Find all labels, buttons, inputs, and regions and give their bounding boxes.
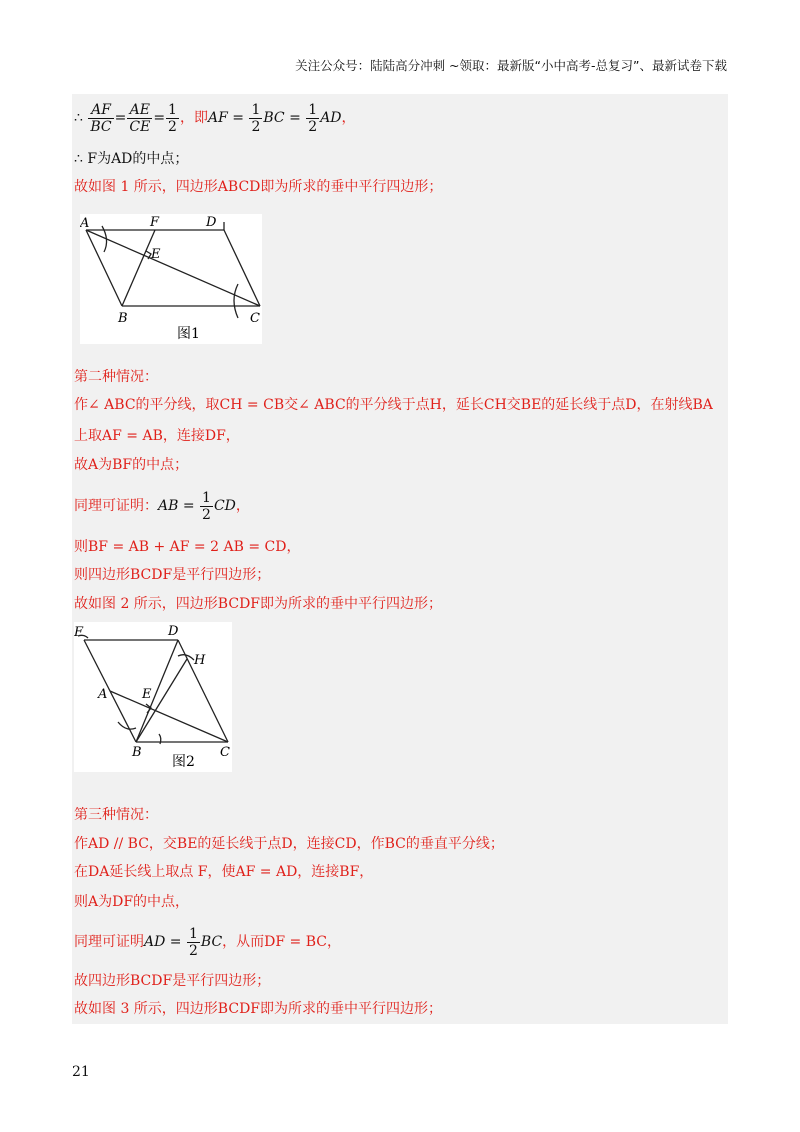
figure-2-caption: 图2: [172, 754, 195, 770]
page-number: 21: [72, 1064, 90, 1080]
fraction-half-4: $\frac{1}{2}$: [202, 489, 211, 523]
label-f: F: [150, 215, 160, 230]
figure-2: [74, 622, 232, 772]
fraction-half-3: $\frac{1}{2}$: [308, 101, 318, 135]
line-case-three-construction: 作AD // BC，交BE的延长线于点D，连接CD，作BC的垂直平分线；: [74, 836, 504, 852]
line-case-three-construction-cont: 在DA延长线上取点 F，使AF = AD，连接BF，: [74, 864, 374, 880]
label-e: E: [151, 247, 161, 262]
line-figure2-conclusion: 故如图 2 所示，四边形BCDF即为所求的垂中平行四边形；: [74, 596, 443, 612]
figure-2-diagram: [74, 622, 232, 772]
figure-1-caption: 图1: [177, 326, 200, 342]
label-b: B: [118, 311, 128, 326]
segment-ab: [86, 230, 122, 306]
line-figure3-conclusion: 故如图 3 所示，四边形BCDF即为所求的垂中平行四边形；: [74, 1001, 443, 1017]
line-case-three: 第三种情况：: [74, 807, 158, 823]
label-a: A: [98, 687, 108, 702]
label-a: A: [80, 216, 90, 231]
line-figure1-conclusion: 故如图 1 所示，四边形ABCD即为所求的垂中平行四边形；: [74, 179, 443, 195]
label-e: E: [142, 687, 152, 702]
line-case-two-construction-cont: 上取AF = AB，连接DF，: [74, 428, 240, 444]
line-case-two: 第二种情况：: [74, 369, 158, 385]
fraction-half-5: $\frac{1}{2}$: [188, 925, 198, 959]
segment-bf: [122, 230, 155, 306]
fraction-ae-ce: $\frac{AE}{CE}$: [129, 101, 151, 135]
label-c: C: [220, 745, 230, 760]
line-bcdf-parallelogram-2: 故四边形BCDF是平行四边形；: [74, 973, 271, 989]
line-case-two-construction: 作∠ ABC的平分线，取CH = CB交∠ ABC的平分线于点H，延长CH交BE的延长线于点D，在射线BA: [74, 397, 713, 413]
label-d: D: [168, 624, 179, 639]
segment-dc: [224, 230, 260, 306]
label-c: C: [250, 311, 260, 326]
line-bf-equals-cd: 则BF = AB + AF = 2 AB = CD，: [74, 539, 301, 555]
line-a-midpoint: 故A为BF的中点；: [74, 457, 189, 473]
segment-ac: [110, 691, 228, 742]
label-d: D: [206, 215, 217, 230]
label-f: F: [74, 625, 84, 640]
line-proof-ad-half-bc: 同理可证明AD = $\frac{1}{2}$ BC，从而DF = BC，: [74, 925, 342, 959]
line-a-midpoint-df: 则A为DF的中点，: [74, 894, 190, 910]
arc-mark-c: [234, 284, 238, 318]
line-ratio: ∴ $\frac{AF}{BC}$ = $\frac{AE}{CE}$ = $\frac{1}{2}$ ，即AF = $\frac{1}{2}$ BC = $\frac{1}{2}$ AD，: [74, 101, 356, 135]
figure-1: [80, 214, 262, 344]
line-proof-ab-half-cd: 同理可证明：AB = $\frac{1}{2}$ CD，: [74, 489, 250, 523]
page-header: 关注公众号：陆陆高分冲刺 ~领取：最新版“小中高考-总复习”、最新试卷下载: [295, 58, 727, 73]
fraction-half-1: $\frac{1}{2}$: [168, 101, 177, 135]
fraction-af-bc: $\frac{AF}{BC}$: [90, 101, 112, 135]
fraction-half-2: $\frac{1}{2}$: [251, 101, 261, 135]
label-h: H: [194, 653, 206, 668]
solution-content: [72, 94, 728, 1024]
line-bcdf-parallelogram: 则四边形BCDF是平行四边形；: [74, 567, 271, 583]
label-b: B: [132, 745, 142, 760]
line-f-midpoint: ∴ F为AD的中点；: [74, 151, 189, 167]
figure-1-diagram: [80, 214, 262, 344]
therefore-symbol: ∴: [74, 110, 83, 126]
right-angle-mark: [146, 704, 151, 713]
